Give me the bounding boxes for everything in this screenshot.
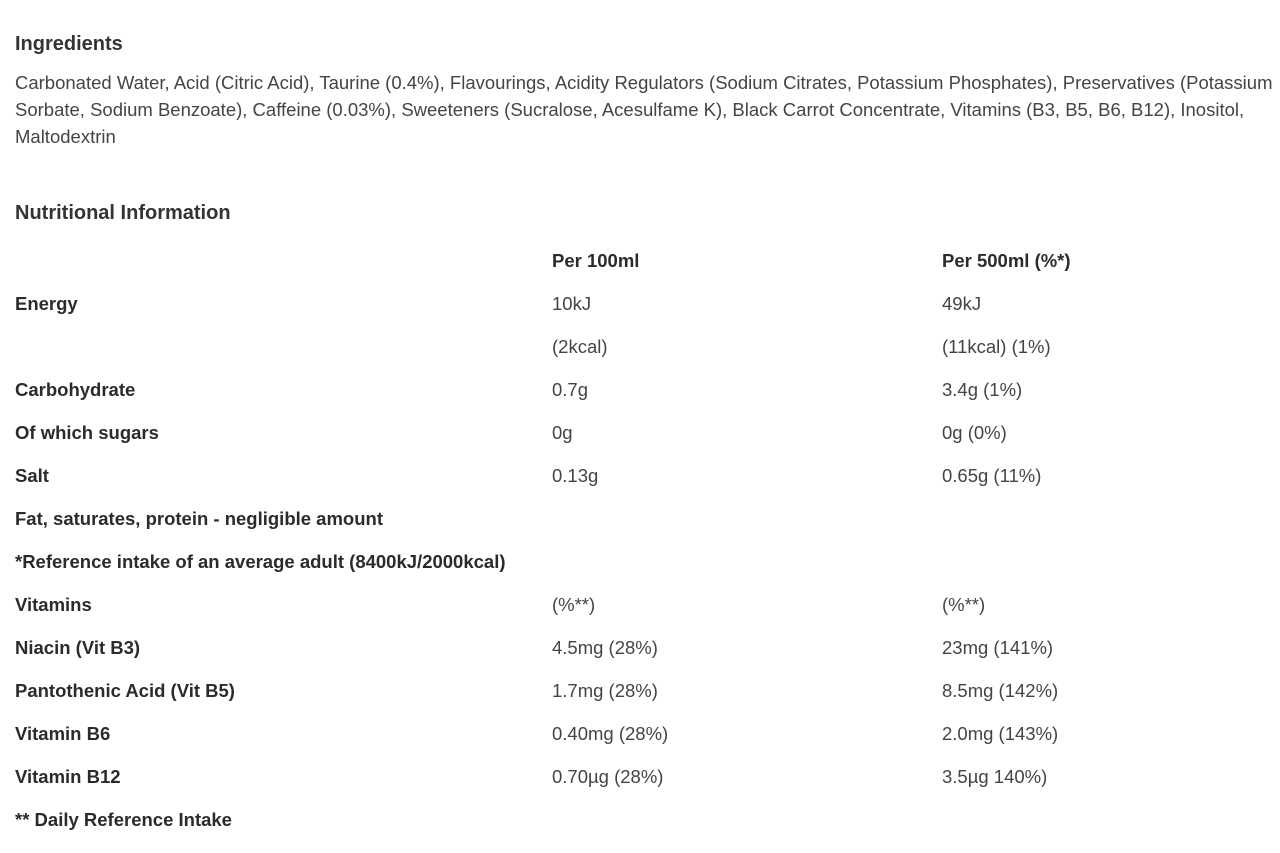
row-per-100ml: 0.70µg (28%) — [552, 766, 664, 787]
row-per-500ml: (%**) — [942, 594, 986, 615]
row-label: Fat, saturates, protein - negligible amount — [15, 508, 383, 529]
row-label: Pantothenic Acid (Vit B5) — [15, 680, 235, 701]
ingredients-list: Carbonated Water, Acid (Citric Acid), Taurine (0.4%), Flavourings, Acidity Regulators (Sodium Citrates, Potassium Phosphates), Preservatives (Potassium Sorbate, Sodium Benzoate), Caffeine (0.03%), Sweeteners (Sucralose, Acesulfame K), Black Carrot Concentrate, Vitamins (B3, B5, B6, B12), Inositol, Maltodextrin — [15, 72, 1273, 147]
row-per-100ml: 0g — [552, 422, 573, 443]
table-row — [15, 583, 1265, 626]
row-label: Niacin (Vit B3) — [15, 637, 141, 658]
table-row — [15, 325, 1265, 368]
table-row — [15, 540, 1265, 583]
row-per-500ml: 0g (0%) — [942, 422, 1007, 443]
row-per-100ml: 0.13g — [552, 465, 599, 486]
row-label: Carbohydrate — [15, 379, 136, 400]
row-per-100ml: (2kcal) — [552, 336, 608, 357]
ingredients-heading: Ingredients — [15, 33, 123, 55]
row-label: Of which sugars — [15, 422, 159, 443]
table-row — [15, 626, 1265, 669]
table-row — [15, 798, 1265, 841]
table-row — [15, 755, 1265, 798]
row-per-100ml: 10kJ — [552, 293, 592, 314]
header-per-500ml: Per 500ml (%*) — [942, 250, 1071, 271]
row-label: Vitamins — [15, 594, 92, 615]
row-per-500ml: 2.0mg (143%) — [942, 723, 1059, 744]
table-row — [15, 368, 1265, 411]
row-label: Energy — [15, 293, 78, 314]
table-row — [15, 669, 1265, 712]
row-per-100ml: 1.7mg (28%) — [552, 680, 658, 701]
row-per-100ml: (%**) — [552, 594, 596, 615]
nutrition-table — [15, 239, 1265, 841]
table-row — [15, 497, 1265, 540]
nutrition-heading: Nutritional Information — [15, 202, 231, 224]
row-per-500ml: 3.5µg 140%) — [942, 766, 1048, 787]
table-row — [15, 411, 1265, 454]
row-label: ** Daily Reference Intake — [15, 809, 232, 830]
header-per-100ml: Per 100ml — [552, 250, 640, 271]
row-per-500ml: 3.4g (1%) — [942, 379, 1023, 400]
nutrition-header-row — [15, 239, 1265, 282]
row-per-500ml: 0.65g (11%) — [942, 465, 1042, 486]
row-label: *Reference intake of an average adult (8400kJ/2000kcal) — [15, 551, 506, 572]
row-per-100ml: 4.5mg (28%) — [552, 637, 658, 658]
row-per-500ml: 8.5mg (142%) — [942, 680, 1059, 701]
row-per-100ml: 0.40mg (28%) — [552, 723, 669, 744]
row-per-100ml: 0.7g — [552, 379, 589, 400]
row-label: Salt — [15, 465, 49, 486]
row-label: Vitamin B6 — [15, 723, 111, 744]
row-label: Vitamin B12 — [15, 766, 121, 787]
table-row — [15, 282, 1265, 325]
table-row — [15, 712, 1265, 755]
table-row — [15, 454, 1265, 497]
row-per-500ml: 23mg (141%) — [942, 637, 1054, 658]
row-per-500ml: 49kJ — [942, 293, 982, 314]
row-per-500ml: (11kcal) (1%) — [942, 336, 1051, 357]
